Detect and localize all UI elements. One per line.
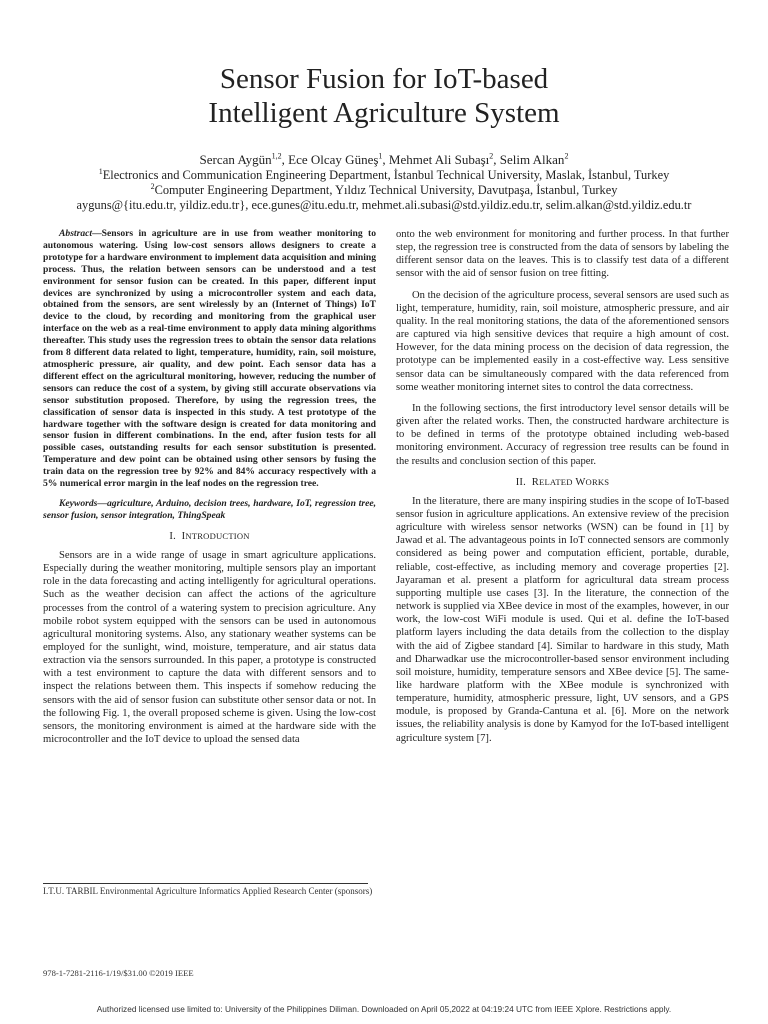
author-name: Ece Olcay Güneş (288, 152, 379, 167)
copyright-notice: 978-1-7281-2116-1/19/$31.00 ©2019 IEEE (43, 968, 194, 978)
paper-title (0, 62, 768, 130)
right-column (396, 228, 729, 753)
title-line-2: Intelligent Agriculture System (208, 97, 560, 129)
related-works-paragraph: In the literature, there are many inspiring studies in the scope of IoT-based sensor fusion in agriculture applications. An extensive review of the precision agriculture with wireless sensor networks (WSN) can be found in [1] by Jawad et al. The advantageous points in IoT connected sensors are commonly considered as being power and computation efficient, portable, durable, reliable, cost-effective, as including memory and coverage properties [2]. Jayaraman et al. present a platform for agricultural data stream process supporting multiple use cases [3]. In the literature, the connection of the network is supplied via XBee device in most of the examples, however, in our work, the low-cost WiFi module is used. Qui et al. define the IoT-based platform layers including the data details from the collection to the display with the aid of Zigbee standard [4]. Similar to hardware in this study, Math and Dharwadkar use the microcontroller-based sensor environment including soil moisture, humidity, temperature sensors and XBee device [5]. The same-like hardware platform with the XBee module is synchronized with temperature, humidity, atmospheric pressure, light, UV sensors, and a GPS module, is proposed by Granda-Cantuna et al. [6]. More on the network issues, the reliability analysis is done by Kamyod for the IoT-based intelligent agriculture system [7]. (396, 495, 729, 744)
section-number: I. (169, 530, 176, 542)
author-name: Sercan Aygün (199, 152, 272, 167)
section-heading-related-works (396, 476, 729, 489)
author-affiliation-mark: 2 (564, 151, 569, 161)
affiliation-2-mark: 2 (150, 181, 155, 191)
keywords-text: —agriculture, Arduino, decision trees, hardware, IoT, regression tree, sensor fusion, sensor integration, ThingSpeak (43, 497, 376, 521)
affiliation-1-mark: 1 (98, 166, 103, 176)
abstract-lead: Abstract (59, 228, 93, 239)
introduction-paragraph-3: In the following sections, the first introductory level sensor details will be given after the related works. Then, the constructed hardware architecture is to be defined in terms of the prototype obtained including web-based monitoring environment. Accuracy of regression tree results can be found in the results and conclusion section of this paper. (396, 402, 729, 467)
author-affiliation-mark: 1,2 (271, 151, 282, 161)
introduction-paragraph: Sensors are in a wide range of usage in smart agriculture applications. Especially during the weather monitoring, multiple sensors play an important role in the data forecasting and acting intelligently for agricultural operations. Such as the weather decision can affect the actions of the agriculture processes from the control of a watering system to precision agriculture. Any mobile robot system equipped with the sensors can be used in autonomous agricultural monitoring systems. Also, any stationary weather systems can be employed for the sunlight, wind, moisture, temperature, and air status data extraction via the sensors surrounded. In this paper, a prototype is constructed with a test environment to capture the data with different sensors and to inspect the relations between them. This inspects if somehow reducing the sensors with the aid of sensor fusion can substitute other sensor data or not. In the following Fig. 1, the overall proposed scheme is given. Using the low-cost sensors, the monitoring environment is aimed at the hardware side with the microcontroller and the IoT device to upload the sensed data (43, 549, 376, 746)
license-notice: Authorized licensed use limited to: University of the Philippines Diliman. Downloaded on April 05,2022 at 04:19:24 UTC from IEEE Xplore. Restrictions apply. (96, 1004, 672, 1014)
author-emails: ayguns@{itu.edu.tr, yildiz.edu.tr}, ece.gunes@itu.edu.tr, mehmet.ali.subasi@std.yildiz.edu.tr, selim.alkan@std.yildiz.edu.tr (76, 198, 692, 212)
section-title-rest: ELATED (539, 476, 573, 487)
author-separator: , (382, 152, 389, 167)
author-affiliation-mark: 2 (489, 151, 494, 161)
section-heading-introduction (43, 530, 376, 543)
title-line-1: Sensor Fusion for IoT-based (219, 63, 549, 95)
author-separator: , (493, 152, 500, 167)
introduction-continued-paragraph: onto the web environment for monitoring and further process. In that further step, the regression tree is constructed from the data of sensors by labeling the different sensor data on the leaves. This is to classify test data of a different sensor with the aid of sensor fusion on tree fitting. (396, 229, 729, 280)
affiliation-2 (0, 183, 768, 198)
section-number: II. (515, 476, 527, 488)
section-title-initial: W (575, 476, 586, 488)
footnote-rule (43, 883, 368, 884)
footnote: I.T.U. TARBIL Environmental Agriculture Informatics Applied Research Center (sponsors) (43, 886, 373, 896)
section-title-initial: R (531, 476, 539, 488)
section-title-initial: I (181, 530, 186, 542)
abstract-text: —Sensors in agriculture are in use from weather monitoring to autonomous watering. Using low-cost sensors allows designers to create a prototype for a hardware environment to implement data acquisition and mining process. Thus, the relation between sensors can be understood and a test environment for sensor fusion can be created. In this paper, different input devices are synchronized by using a microcontroller system and each data, obtained from the sensors, are sent wirelessly by an (Internet of Things) IoT device to the cloud, by recording and monitoring from the graphical user interface on the web as a real-time environment to apply data mining algorithms thereafter. This study uses the regression trees to obtain the sensor data relations from 8 different data related to light, temperature, humidity, rain, soil moisture, atmospheric pressure, air quality, and dew point. Each sensor data has a different effect on the agricultural monitoring, however, reducing the number of sensors can reduce the cost of a system, by giving still accurate observations via sensor substitution proposed. Therefore, by using the regression trees, the classification of sensor data is inspected in this study. A test prototype of the hardware together with the software design is created for data monitoring and sensor fusion in different combinations. In the end, after fusion tests for all possible cases, outstanding results for each sensor substitution is presented. Temperature and dew point can be obtained using other sensors by fusing the train data on the regression tree by 92% and 84% accuracy respectively with a 5% numerical error margin in the leaf nodes on the regression tree. (43, 228, 376, 490)
keywords (43, 498, 376, 522)
author-list (0, 152, 768, 167)
affiliation-2-text: Computer Engineering Department, Yıldız Technical University, Davutpaşa, İstanbul, Turkey (154, 183, 618, 197)
author-name: Selim Alkan (499, 152, 565, 167)
author-block (0, 152, 768, 213)
left-column (43, 228, 376, 754)
author-name: Mehmet Ali Subaşı (388, 152, 490, 167)
section-title-rest: NTRODUCTION (185, 530, 250, 541)
keywords-lead: Keywords (59, 497, 98, 509)
abstract (43, 228, 376, 490)
author-separator: , (281, 152, 289, 167)
section-title-rest: ORKS (585, 476, 610, 487)
author-affiliation-mark: 1 (378, 151, 383, 161)
introduction-paragraph-2: On the decision of the agriculture process, several sensors are used such as light, temperature, humidity, rain, soil moisture, atmospheric pressure, and air quality. In the real monitoring stations, the data of the aforementioned sensors are captured via high sensitive devices that require a high amount of cost. However, for the data mining process on the decision of data regression, the prototype can be implemented easily in a cost-effective way. Less sensitive sensor data can be simultaneously compared with the data referenced from some weather monitoring internet sites to control the data correctness. (396, 289, 729, 393)
affiliation-1 (0, 168, 768, 183)
affiliation-1-text: Electronics and Communication Engineering Department, İstanbul Technical University, Maslak, İstanbul, Turkey (102, 168, 670, 182)
